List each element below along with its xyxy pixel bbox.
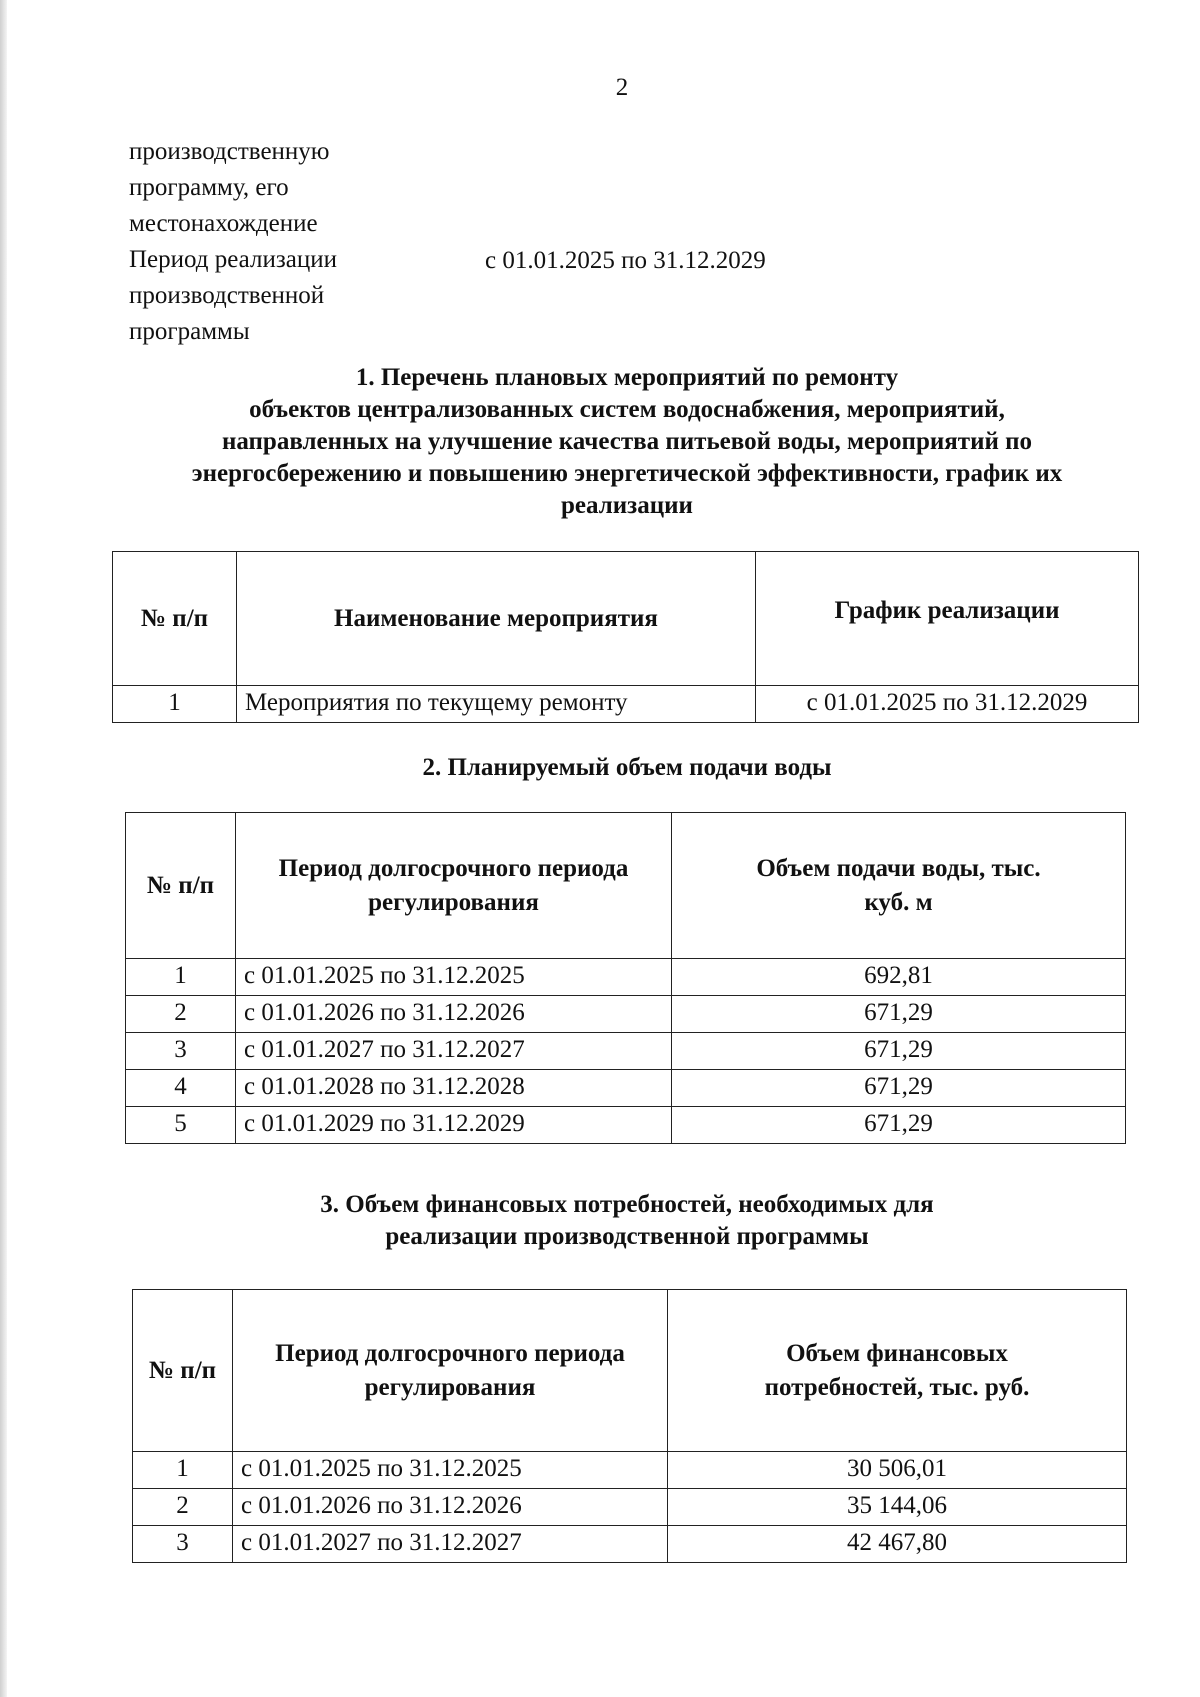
section3-table [132, 1289, 1127, 1563]
intro-line: Период реализации [129, 246, 337, 273]
intro-line: производственной [129, 282, 325, 309]
header-event-name: Наименование мероприятия [237, 552, 756, 686]
cell-financial-needs: 35 144,06 [668, 1489, 1127, 1526]
cell-period: с 01.01.2025 по 31.12.2025 [233, 1452, 668, 1489]
intro-line: программы [129, 318, 250, 345]
implementation-period-value: с 01.01.2025 по 31.12.2029 [485, 247, 766, 274]
intro-line: местонахождение [129, 210, 318, 237]
heading-line: реализации производственной программы [385, 1223, 869, 1250]
section2-heading: 2. Планируемый объем подачи воды [422, 754, 832, 781]
intro-labels [129, 134, 459, 350]
heading-line: направленных на улучшение качества питьевой воды, мероприятий по [221, 428, 1033, 455]
header-schedule: График реализации [756, 552, 1139, 686]
table-row [126, 1033, 1126, 1070]
cell-number: 1 [133, 1452, 233, 1489]
cell-financial-needs: 30 506,01 [668, 1452, 1127, 1489]
header-water-volume: Объем подачи воды, тыс. куб. м [672, 813, 1126, 959]
section1-heading [110, 362, 1144, 522]
cell-water-volume: 671,29 [672, 1107, 1126, 1144]
cell-event-name: Мероприятия по текущему ремонту [237, 686, 756, 723]
table-header-row [113, 552, 1139, 686]
table-row [126, 1107, 1126, 1144]
section2-table [125, 812, 1126, 1144]
section1-table [112, 551, 1139, 723]
cell-number: 3 [133, 1526, 233, 1563]
table-row [133, 1526, 1127, 1563]
table-row [126, 959, 1126, 996]
heading-line: энергосбережению и повышению энергетической эффективности, график их [191, 460, 1063, 487]
cell-number: 1 [113, 686, 237, 723]
header-number: № п/п [113, 552, 237, 686]
cell-period: с 01.01.2027 по 31.12.2027 [236, 1033, 672, 1070]
cell-number: 4 [126, 1070, 236, 1107]
page-number: 2 [615, 74, 629, 101]
table-row [133, 1489, 1127, 1526]
cell-period: с 01.01.2026 по 31.12.2026 [233, 1489, 668, 1526]
cell-financial-needs: 42 467,80 [668, 1526, 1127, 1563]
header-financial-needs: Объем финансовых потребностей, тыс. руб. [668, 1290, 1127, 1452]
cell-number: 2 [126, 996, 236, 1033]
cell-number: 5 [126, 1107, 236, 1144]
heading-line: реализации [561, 492, 693, 519]
table-row [126, 1070, 1126, 1107]
scan-edge [0, 0, 7, 1697]
header-number: № п/п [126, 813, 236, 959]
cell-period: с 01.01.2028 по 31.12.2028 [236, 1070, 672, 1107]
cell-water-volume: 671,29 [672, 1033, 1126, 1070]
cell-period: с 01.01.2027 по 31.12.2027 [233, 1526, 668, 1563]
table-header-row [126, 813, 1126, 959]
cell-water-volume: 671,29 [672, 996, 1126, 1033]
cell-number: 3 [126, 1033, 236, 1070]
cell-number: 2 [133, 1489, 233, 1526]
intro-line: производственную [129, 138, 330, 165]
table-row [126, 996, 1126, 1033]
header-period: Период долгосрочного периода регулирования [236, 813, 672, 959]
cell-period: с 01.01.2025 по 31.12.2025 [236, 959, 672, 996]
cell-schedule: с 01.01.2025 по 31.12.2029 [756, 686, 1139, 723]
table-row [113, 686, 1139, 723]
cell-period: с 01.01.2029 по 31.12.2029 [236, 1107, 672, 1144]
heading-line: объектов централизованных систем водоснабжения, мероприятий, [249, 396, 1005, 423]
heading-line: 3. Объем финансовых потребностей, необходимых для [320, 1191, 934, 1218]
heading-line: 1. Перечень плановых мероприятий по ремонту [355, 364, 899, 391]
header-period: Период долгосрочного периода регулирования [233, 1290, 668, 1452]
intro-line: программу, его [129, 174, 289, 201]
table-row [133, 1452, 1127, 1489]
header-number: № п/п [133, 1290, 233, 1452]
table-header-row [133, 1290, 1127, 1452]
section3-heading [110, 1189, 1144, 1253]
cell-number: 1 [126, 959, 236, 996]
cell-period: с 01.01.2026 по 31.12.2026 [236, 996, 672, 1033]
cell-water-volume: 671,29 [672, 1070, 1126, 1107]
cell-water-volume: 692,81 [672, 959, 1126, 996]
